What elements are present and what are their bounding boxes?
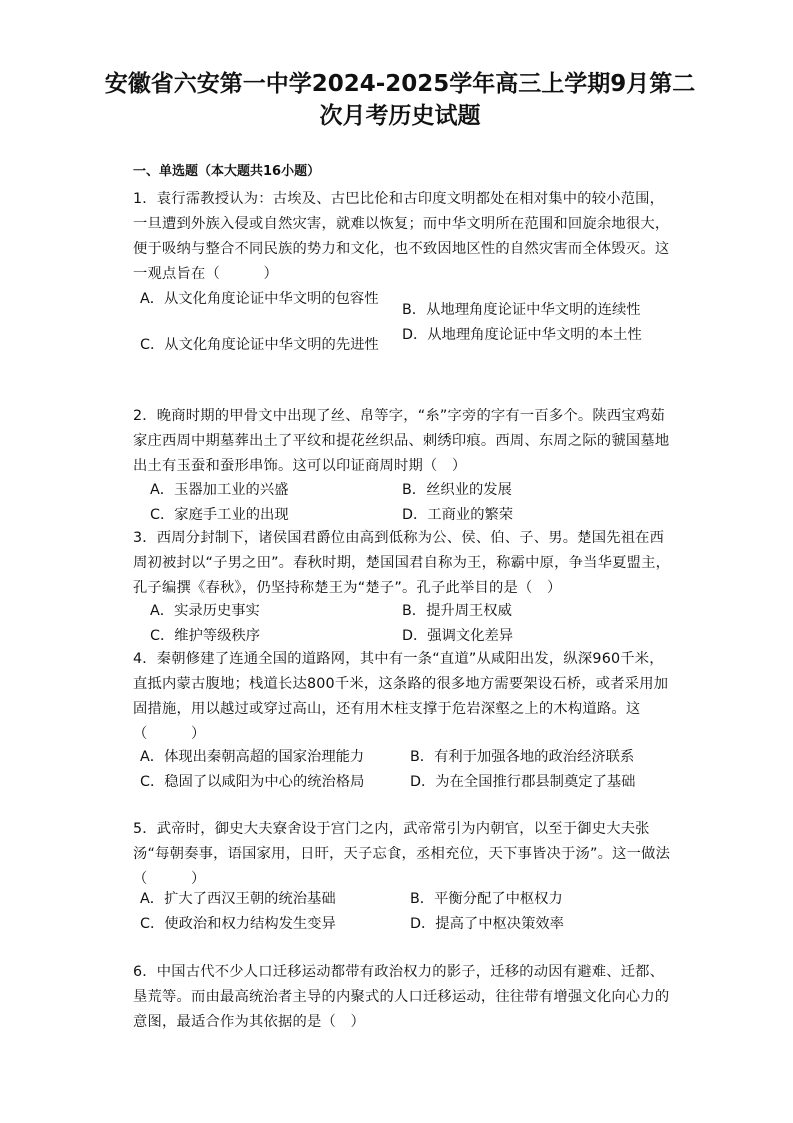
q4-option-a: A．体现出秦朝高超的国家治理能力 (140, 749, 365, 765)
q2-option-b: B．丝织业的发展 (402, 482, 512, 498)
question-4-stem: 4．秦朝修建了连通全国的道路网，其中有一条“直道”从咸阳出发，纵深960千米，直抵内蒙古腹地；栈道长达800千米，这条路的很多地方需要架设石桥，或者采用加固措施，用以越过或穿过高山，还有用木柱支撑于危岩深壑之上的木构道路。这（ ） (133, 651, 669, 742)
question-6-stem: 6．中国古代不少人口迁移运动都带有政治权力的影子，迁移的动因有避难、迁都、垦荒等。而由最高统治者主导的内聚式的人口迁移运动，往往带有增强文化向心力的意图，最适合作为其依据的是（ ） (133, 964, 670, 1030)
question-3-stem: 3．西周分封制下，诸侯国君爵位由高到低称为公、侯、伯、子、男。楚国先祖在西周初被封以“子男之田”。春秋时期，楚国国君自称为王，称霸中原，争当华夏盟主，孔子编撰《春秋》，仍坚持称楚王为“楚子”。孔子此举目的是（ ） (133, 530, 671, 596)
question-2-stem: 2．晚商时期的甲骨文中出现了丝、帛等字，“糸”字旁的字有一百多个。陕西宝鸡茹家庄西周中期墓葬出土了平纹和提花丝织品、刺绣印痕。西周、东周之际的虢国墓地出土有玉蚕和蚕形串饰。这可以印证商周时期（ ） (133, 408, 670, 474)
q2-option-c: C．家庭手工业的出现 (150, 507, 289, 523)
q3-option-b: B．提升周王权威 (402, 603, 512, 619)
q5-option-c: C．使政治和权力结构发生变异 (140, 916, 336, 932)
q3-option-a: A．实录历史事实 (150, 603, 260, 619)
title-line-2: 次月考历史试题 (319, 103, 481, 129)
question-5-stem: 5．武帝时，御史大夫寮舍设于宫门之内，武帝常引为内朝官，以至于御史大夫张汤“每朝奏事，语国家用，日旰，天子忘食，丞相充位，天下事皆决于汤”。这一做法（ ） (133, 821, 671, 887)
question-5-options (140, 887, 680, 937)
q1-option-b: B．从地理角度论证中华文明的连续性 (402, 302, 641, 318)
q4-option-c: C．稳固了以咸阳为中心的统治格局 (140, 774, 365, 790)
question-1-options (140, 287, 680, 358)
section-heading: 一、单选题（本大题共16小题） (133, 164, 321, 179)
q4-option-b: B．有利于加强各地的政治经济联系 (410, 749, 635, 765)
question-2-options (140, 478, 690, 528)
q2-option-a: A．玉器加工业的兴盛 (150, 482, 289, 498)
q2-option-d: D．工商业的繁荣 (402, 507, 514, 523)
q5-option-a: A．扩大了西汉王朝的统治基础 (140, 891, 336, 907)
q1-option-a: A．从文化角度论证中华文明的包容性 (140, 291, 379, 307)
question-1-stem: 1．袁行霈教授认为：古埃及、古巴比伦和古印度文明都处在相对集中的较小范围，一旦遭到外族入侵或自然灾害，就难以恢复；而中华文明所在范围和回旋余地很大，便于吸纳与整合不同民族的势力和文化，也不致因地区性的自然灾害而全体毁灭。这一观点旨在（ ） (133, 191, 670, 282)
q3-option-d: D．强调文化差异 (402, 628, 514, 644)
q5-option-b: B．平衡分配了中枢权力 (410, 891, 563, 907)
question-3-options (140, 599, 690, 649)
exam-title (100, 68, 700, 132)
title-line-1: 安徽省六安第一中学2024-2025学年高三上学期9月第二 (104, 71, 696, 97)
q3-option-c: C．维护等级秩序 (150, 628, 261, 644)
q1-option-d: D．从地理角度论证中华文明的本土性 (402, 327, 642, 343)
q1-option-c: C．从文化角度论证中华文明的先进性 (140, 337, 379, 353)
q4-option-d: D．为在全国推行郡县制奠定了基础 (410, 774, 636, 790)
q5-option-d: D．提高了中枢决策效率 (410, 916, 564, 932)
question-4-options (140, 745, 680, 795)
